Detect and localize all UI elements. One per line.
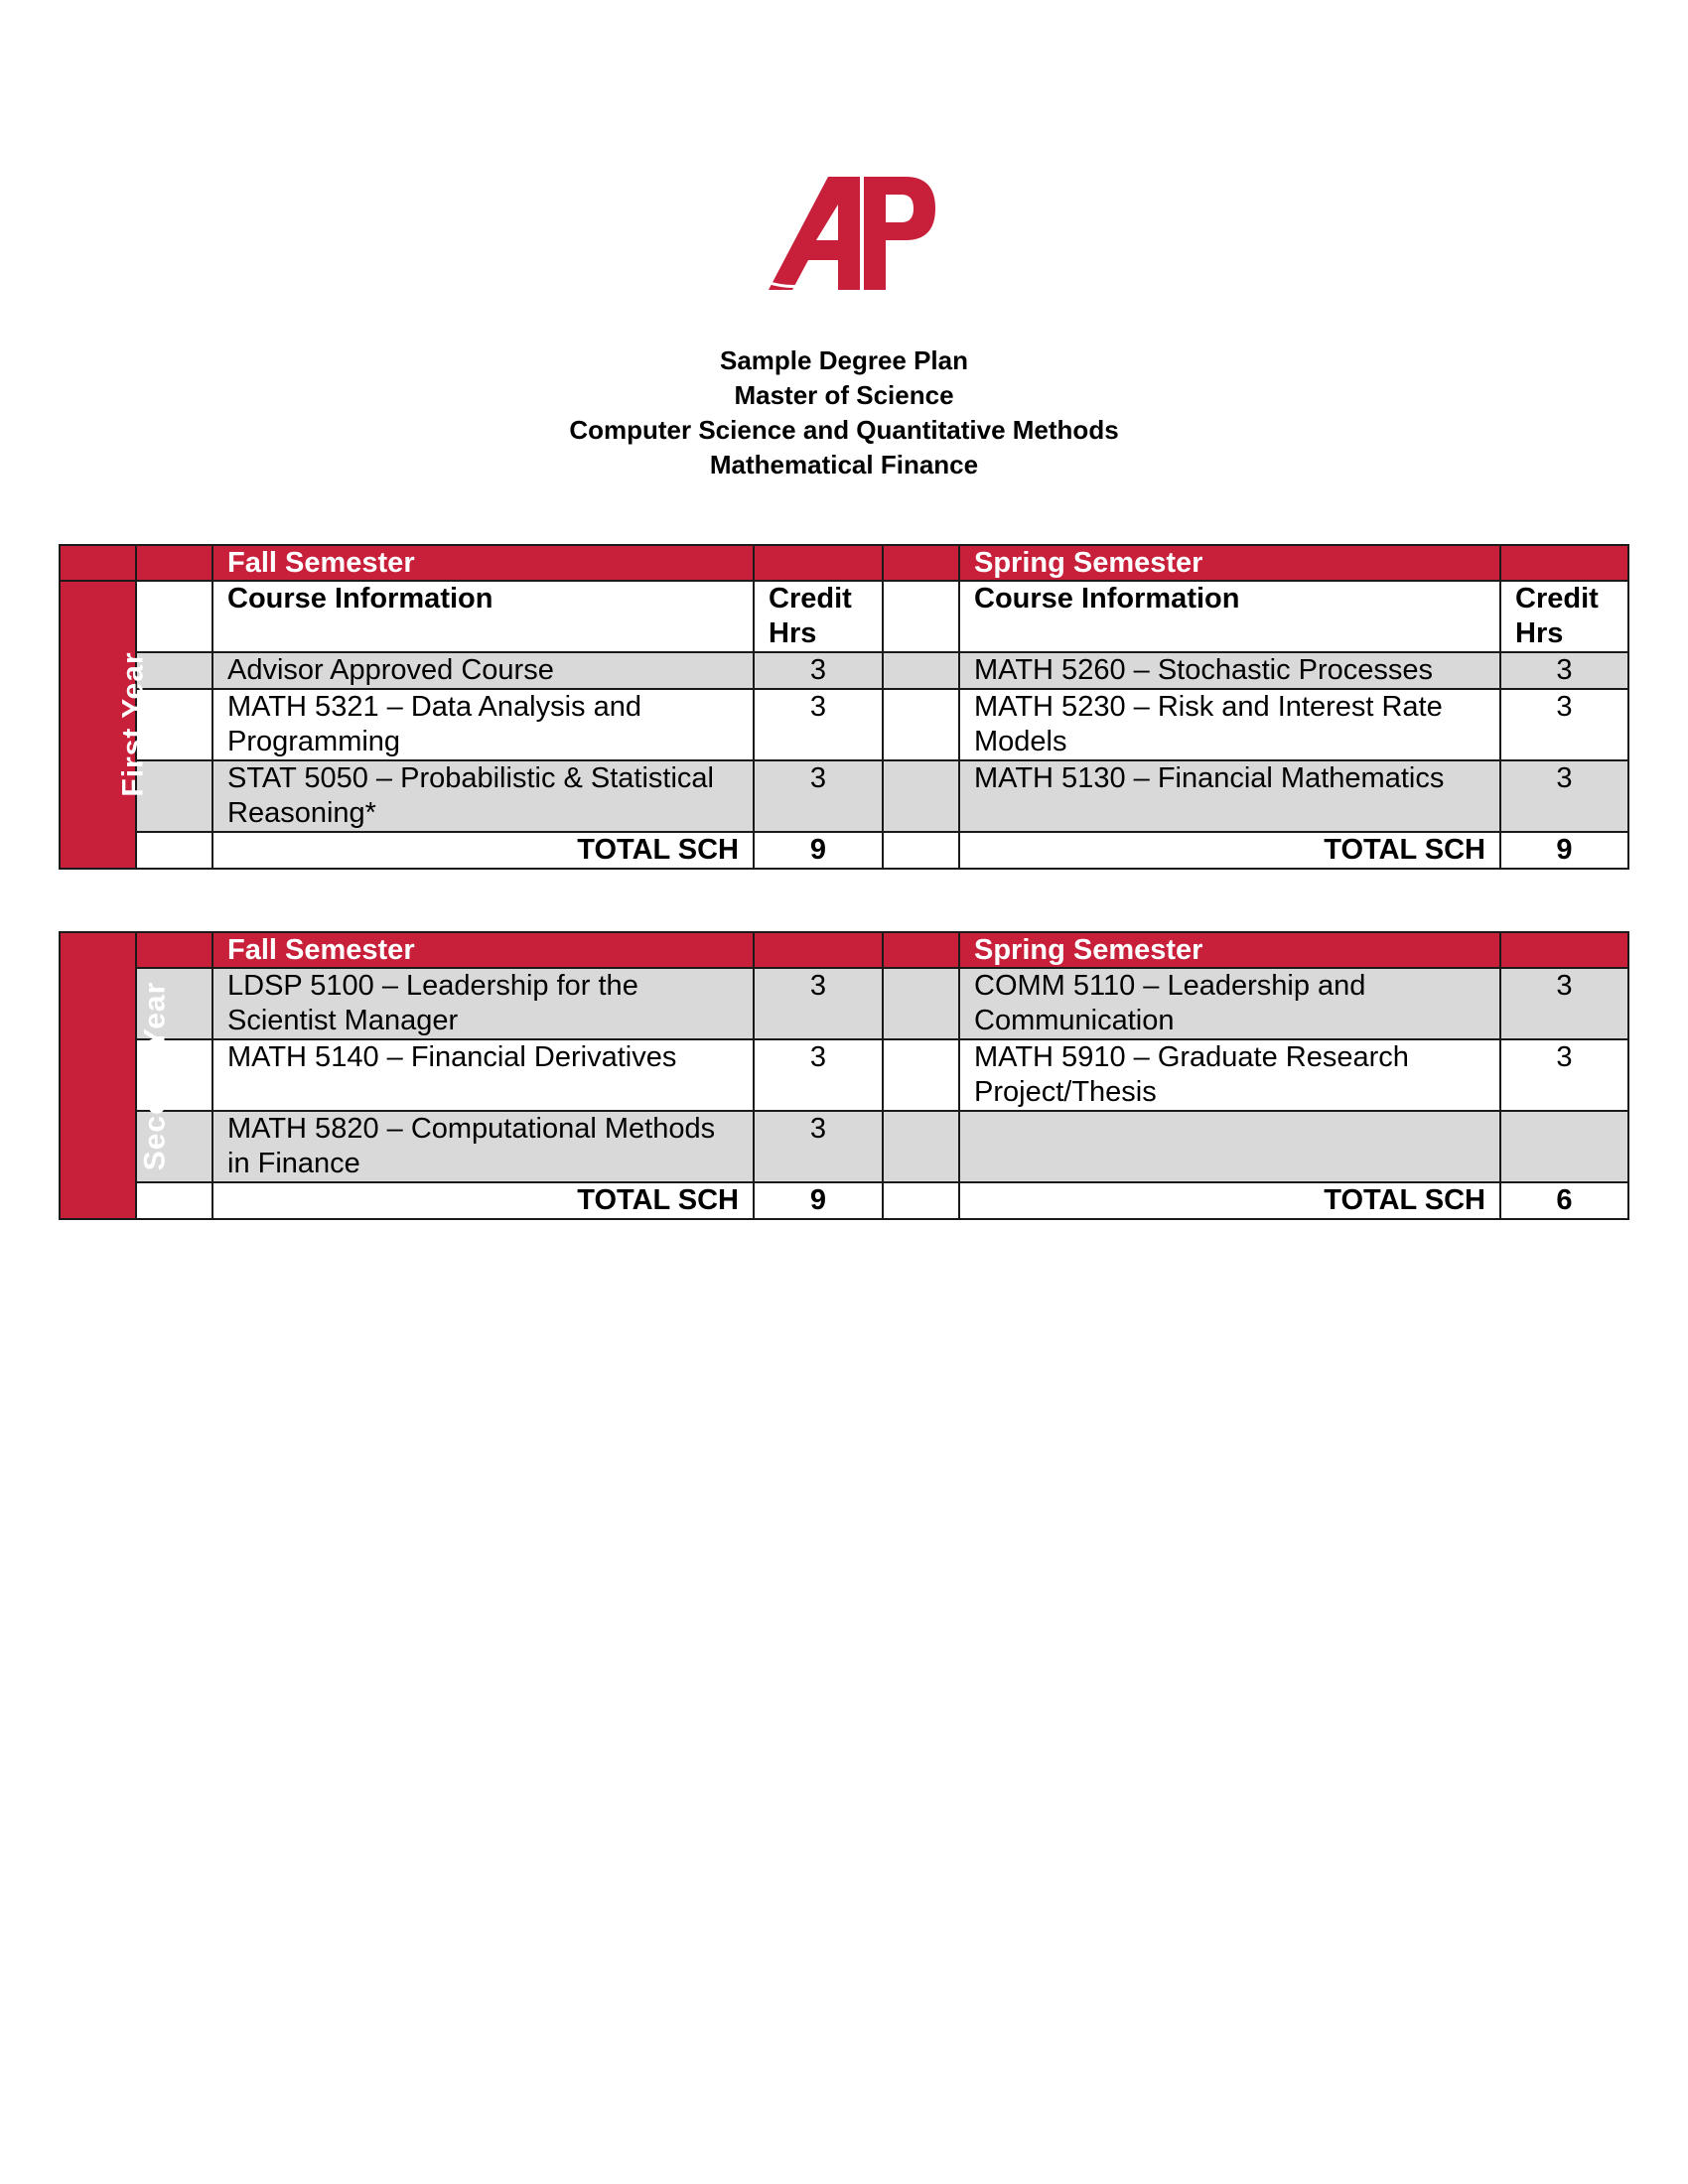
- spring-total-label: TOTAL SCH: [959, 1182, 1500, 1219]
- fall-total-label: TOTAL SCH: [212, 1182, 754, 1219]
- credit-hrs-header: Credit Hrs: [754, 581, 883, 652]
- fall-credit: 3: [754, 1039, 883, 1111]
- course-info-header: Course Information: [959, 581, 1500, 652]
- header-blank: [60, 545, 136, 581]
- fall-semester-header: Fall Semester: [212, 932, 754, 968]
- title-line: Sample Degree Plan: [720, 345, 968, 375]
- empty-cell: [883, 689, 959, 760]
- empty-cell: [883, 968, 959, 1039]
- spring-course: [959, 1111, 1500, 1182]
- spring-total-label: TOTAL SCH: [959, 832, 1500, 869]
- header-blank: [136, 932, 212, 968]
- university-logo: [757, 171, 939, 306]
- title-line: Mathematical Finance: [709, 450, 979, 479]
- spring-course: MATH 5230 – Risk and Interest Rate Models: [959, 689, 1500, 760]
- spring-credit: 3: [1500, 689, 1628, 760]
- header-blank: [136, 545, 212, 581]
- empty-cell: [883, 832, 959, 869]
- spring-course: MATH 5260 – Stochastic Processes: [959, 652, 1500, 689]
- header-blank: [883, 932, 959, 968]
- spring-total-value: 6: [1500, 1182, 1628, 1219]
- document-titles: [0, 343, 1688, 482]
- fall-course: MATH 5820 – Computational Methods in Finance: [212, 1111, 754, 1182]
- semester-header-row: [60, 932, 1628, 968]
- title-line: Computer Science and Quantitative Methods: [569, 415, 1119, 445]
- header-blank: [754, 932, 883, 968]
- table-row: [60, 689, 1628, 760]
- empty-cell: [136, 581, 212, 652]
- year-label: Second Year: [138, 981, 172, 1170]
- spring-credit: 3: [1500, 1039, 1628, 1111]
- fall-credit: 3: [754, 689, 883, 760]
- header-blank: [754, 545, 883, 581]
- empty-cell: [883, 652, 959, 689]
- fall-total-value: 9: [754, 1182, 883, 1219]
- spring-credit: [1500, 1111, 1628, 1182]
- table-row: [60, 1039, 1628, 1111]
- empty-cell: [883, 581, 959, 652]
- credit-hrs-header: Credit Hrs: [1500, 581, 1628, 652]
- spring-credit: 3: [1500, 760, 1628, 832]
- spring-total-value: 9: [1500, 832, 1628, 869]
- empty-cell: [883, 760, 959, 832]
- spring-credit: 3: [1500, 968, 1628, 1039]
- header-blank: [883, 545, 959, 581]
- title-line: Master of Science: [734, 380, 954, 410]
- empty-cell: [883, 1182, 959, 1219]
- fall-course: LDSP 5100 – Leadership for the Scientist Manager: [212, 968, 754, 1039]
- course-info-header: Course Information: [212, 581, 754, 652]
- year-label-cell: [60, 581, 150, 869]
- header-blank: [1500, 545, 1628, 581]
- empty-cell: [883, 1039, 959, 1111]
- spring-course: MATH 5130 – Financial Mathematics: [959, 760, 1500, 832]
- fall-course: MATH 5140 – Financial Derivatives: [212, 1039, 754, 1111]
- table-row: [60, 652, 1628, 689]
- total-row: [60, 832, 1628, 869]
- fall-credit: 3: [754, 1111, 883, 1182]
- semester-header-row: [60, 545, 1628, 581]
- fall-course: STAT 5050 – Probabilistic & Statistical Reasoning*: [212, 760, 754, 832]
- column-header-row: [60, 581, 1628, 652]
- year-label-cell: [60, 932, 172, 1219]
- total-row: [60, 1182, 1628, 1219]
- fall-course: MATH 5321 – Data Analysis and Programming: [212, 689, 754, 760]
- fall-total-label: TOTAL SCH: [212, 832, 754, 869]
- spring-semester-header: Spring Semester: [959, 545, 1500, 581]
- first-year-table: [59, 544, 1629, 870]
- spring-credit: 3: [1500, 652, 1628, 689]
- spring-course: COMM 5110 – Leadership and Communication: [959, 968, 1500, 1039]
- empty-cell: [136, 1182, 212, 1219]
- fall-credit: 3: [754, 968, 883, 1039]
- spring-semester-header: Spring Semester: [959, 932, 1500, 968]
- fall-credit: 3: [754, 760, 883, 832]
- year-label: First Year: [116, 651, 150, 797]
- table-row: [60, 760, 1628, 832]
- empty-cell: [883, 1111, 959, 1182]
- fall-course: Advisor Approved Course: [212, 652, 754, 689]
- header-blank: [1500, 932, 1628, 968]
- fall-credit: 3: [754, 652, 883, 689]
- table-row: [60, 1111, 1628, 1182]
- table-row: [60, 968, 1628, 1039]
- fall-semester-header: Fall Semester: [212, 545, 754, 581]
- fall-total-value: 9: [754, 832, 883, 869]
- empty-cell: [136, 832, 212, 869]
- second-year-table: [59, 931, 1629, 1220]
- spring-course: MATH 5910 – Graduate Research Project/Thesis: [959, 1039, 1500, 1111]
